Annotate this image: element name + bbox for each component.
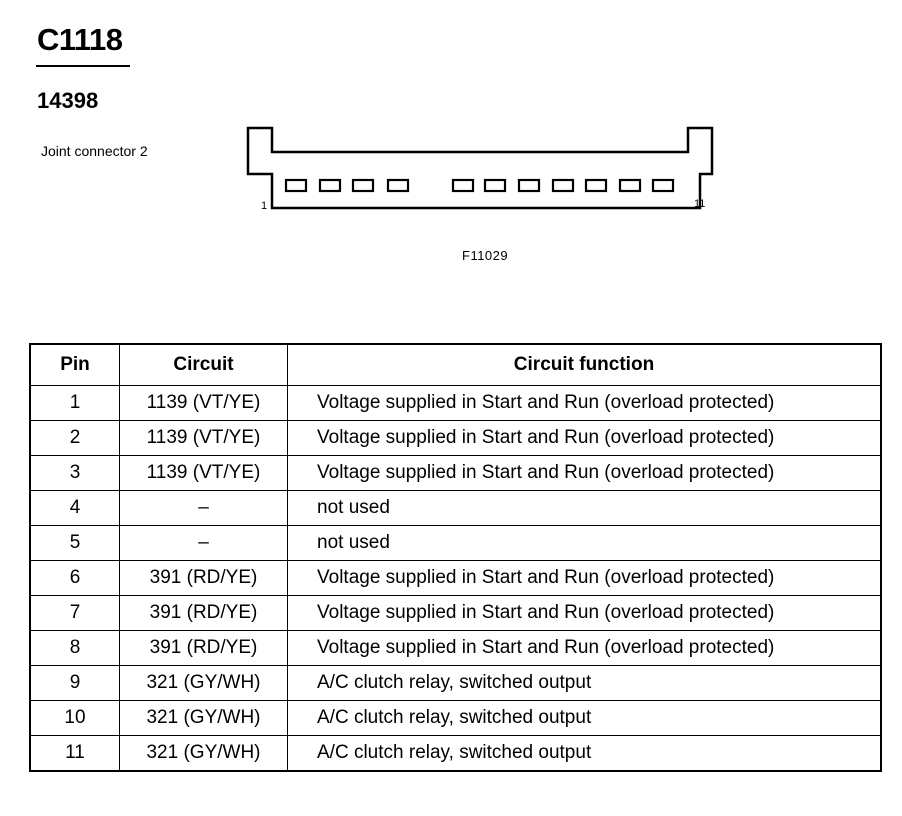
- table-row: [30, 666, 881, 701]
- cell-function: not used: [288, 491, 882, 526]
- cell-circuit: 321 (GY/WH): [120, 701, 288, 736]
- table-row: [30, 631, 881, 666]
- cell-pin: 3: [30, 456, 120, 491]
- pin-cavity: [519, 180, 539, 191]
- cell-pin: 4: [30, 491, 120, 526]
- cell-circuit: 391 (RD/YE): [120, 596, 288, 631]
- cell-circuit: –: [120, 491, 288, 526]
- pin-cavity: [653, 180, 673, 191]
- cell-circuit: 391 (RD/YE): [120, 561, 288, 596]
- table-row: [30, 421, 881, 456]
- cell-pin: 5: [30, 526, 120, 561]
- cell-function: Voltage supplied in Start and Run (overload protected): [288, 561, 882, 596]
- pin-cavity: [485, 180, 505, 191]
- cell-function: Voltage supplied in Start and Run (overload protected): [288, 596, 882, 631]
- cell-pin: 7: [30, 596, 120, 631]
- header-pin: Pin: [30, 344, 120, 386]
- table-row: [30, 456, 881, 491]
- table-row: [30, 561, 881, 596]
- table-row: [30, 491, 881, 526]
- connector-description: Joint connector 2: [41, 143, 148, 159]
- table-row: [30, 736, 881, 772]
- cell-function: Voltage supplied in Start and Run (overload protected): [288, 421, 882, 456]
- cell-function: Voltage supplied in Start and Run (overload protected): [288, 456, 882, 491]
- pin-cavities: [286, 180, 673, 191]
- pin-cavity: [353, 180, 373, 191]
- cell-pin: 2: [30, 421, 120, 456]
- connector-id: C1118: [37, 22, 123, 57]
- cell-function: A/C clutch relay, switched output: [288, 736, 882, 772]
- header-circuit-function: Circuit function: [288, 344, 882, 386]
- cell-pin: 1: [30, 386, 120, 421]
- cell-pin: 9: [30, 666, 120, 701]
- pinout-table: [29, 343, 882, 772]
- cell-function: Voltage supplied in Start and Run (overload protected): [288, 386, 882, 421]
- cell-function: A/C clutch relay, switched output: [288, 666, 882, 701]
- cell-circuit: –: [120, 526, 288, 561]
- cell-circuit: 391 (RD/YE): [120, 631, 288, 666]
- table-row: [30, 596, 881, 631]
- cell-pin: 11: [30, 736, 120, 772]
- part-number: 14398: [37, 88, 99, 113]
- pin-cavity: [553, 180, 573, 191]
- pin-label-first: 1: [261, 200, 268, 212]
- cell-function: Voltage supplied in Start and Run (overload protected): [288, 631, 882, 666]
- cell-pin: 6: [30, 561, 120, 596]
- table-row: [30, 526, 881, 561]
- figure-id: F11029: [462, 248, 509, 263]
- table-row: [30, 386, 881, 421]
- table-row: [30, 701, 881, 736]
- connector-housing-outline: [248, 128, 712, 208]
- cell-function: A/C clutch relay, switched output: [288, 701, 882, 736]
- cell-circuit: 1139 (VT/YE): [120, 421, 288, 456]
- table-header-row: [30, 344, 881, 386]
- pin-cavity: [320, 180, 340, 191]
- pin-cavity: [620, 180, 640, 191]
- cell-pin: 10: [30, 701, 120, 736]
- connector-face-diagram: [240, 120, 720, 220]
- cell-pin: 8: [30, 631, 120, 666]
- cell-circuit: 321 (GY/WH): [120, 666, 288, 701]
- pin-cavity: [286, 180, 306, 191]
- cell-circuit: 1139 (VT/YE): [120, 386, 288, 421]
- pin-cavity: [586, 180, 606, 191]
- cell-function: not used: [288, 526, 882, 561]
- pin-label-last: 11: [694, 198, 706, 210]
- pin-cavity: [453, 180, 473, 191]
- header-circuit: Circuit: [120, 344, 288, 386]
- cell-circuit: 1139 (VT/YE): [120, 456, 288, 491]
- title-underline: [36, 65, 130, 67]
- pin-cavity: [388, 180, 408, 191]
- cell-circuit: 321 (GY/WH): [120, 736, 288, 772]
